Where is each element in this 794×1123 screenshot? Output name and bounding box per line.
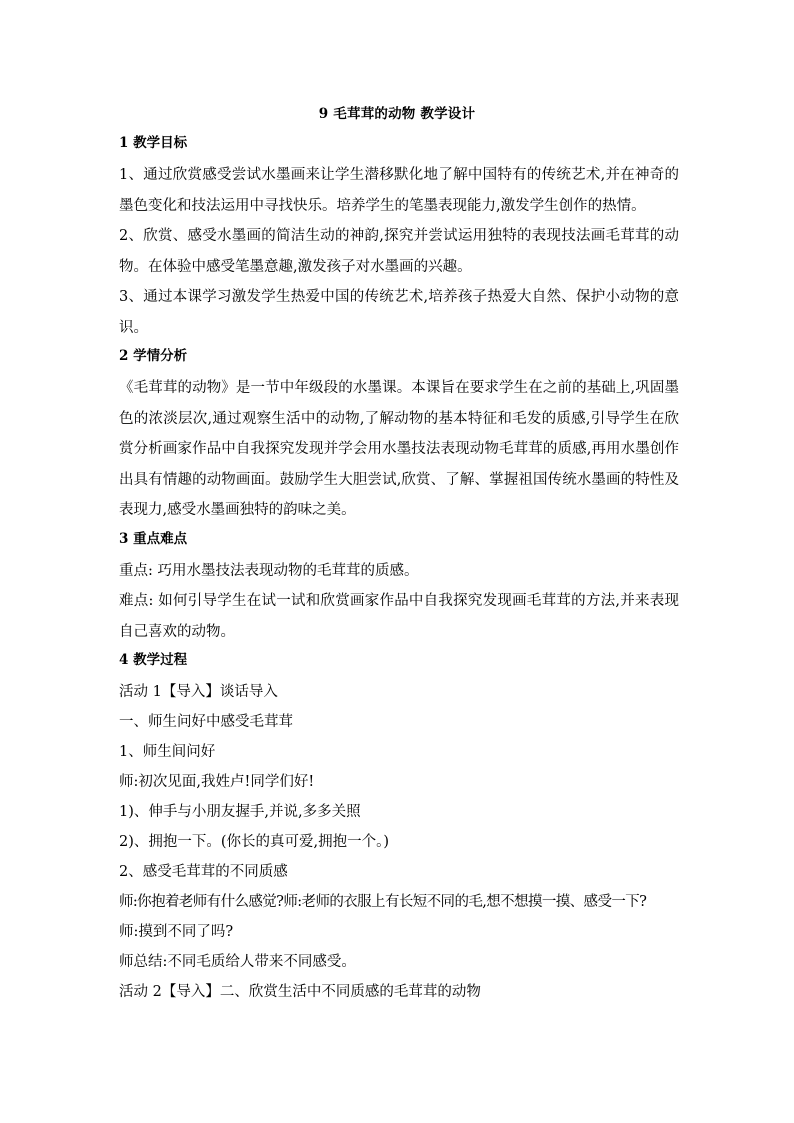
difficulty-text: 难点: 如何引导学生在试一试和欣赏画家作品中自我探究发现画毛茸茸的方法,并来表现自己喜欢的动物。 bbox=[119, 593, 679, 640]
process-line: 2)、拥抱一下。(你长的真可爱,拥抱一个。) bbox=[119, 834, 390, 850]
section-heading-teaching-process: 4 教学过程 bbox=[119, 652, 188, 668]
process-line: 2、感受毛茸茸的不同质感 bbox=[119, 864, 288, 880]
goal-item-3: 3、通过本课学习激发学生热爱中国的传统艺术,培养孩子热爱大自然、保护小动物的意识。 bbox=[119, 289, 679, 336]
process-line: 1)、伸手与小朋友握手,并说,多多关照 bbox=[119, 804, 361, 820]
process-line: 一、师生问好中感受毛茸茸 bbox=[119, 714, 293, 730]
learner-analysis-paragraph: 《毛茸茸的动物》是一节中年级段的水墨课。本课旨在要求学生在之前的基础上,巩固墨色的浓淡层次,通过观察生活中的动物,了解动物的基本特征和毛发的质感,引导学生在欣赏分析画家作品中自我探究发现并学会用水墨技法表现动物毛茸茸的质感,再用水墨创作出具有情趣的动物画面。鼓励学生大胆尝试,欣赏、了解、掌握祖国传统水墨画的特性及表现力,感受水墨画独特的韵味之美。 bbox=[119, 380, 679, 518]
process-line: 1、师生间问好 bbox=[119, 744, 216, 760]
process-line: 师:摸到不同了吗? bbox=[119, 924, 234, 940]
process-line: 师总结:不同毛质给人带来不同感受。 bbox=[119, 954, 356, 970]
section-heading-key-points: 3 重点难点 bbox=[119, 530, 188, 547]
document-body bbox=[119, 132, 679, 1007]
document-title: 9 毛茸茸的动物 教学设计 bbox=[318, 106, 476, 122]
process-line: 活动 1【导入】谈话导入 bbox=[119, 684, 278, 700]
goal-item-2: 2、欣赏、感受水墨画的简洁生动的神韵,探究并尝试运用独特的表现技法画毛茸茸的动物。在体验中感受笔墨意趣,激发孩子对水墨画的兴趣。 bbox=[119, 228, 679, 275]
process-line: 活动 2【导入】二、欣赏生活中不同质感的毛茸茸的动物 bbox=[119, 984, 481, 1000]
process-line: 师:初次见面,我姓卢!同学们好! bbox=[119, 774, 315, 790]
section-heading-teaching-goals: 1 教学目标 bbox=[119, 135, 188, 151]
process-line: 师:你抱着老师有什么感觉?师:老师的衣服上有长短不同的毛,想不想摸一摸、感受一下? bbox=[119, 894, 647, 910]
key-point-text: 重点: 巧用水墨技法表现动物的毛茸茸的质感。 bbox=[119, 562, 419, 579]
goal-item-1: 1、通过欣赏感受尝试水墨画来让学生潜移默化地了解中国特有的传统艺术,并在神奇的墨色变化和技法运用中寻找快乐。培养学生的笔墨表现能力,激发学生创作的热情。 bbox=[119, 167, 679, 214]
section-heading-learner-analysis: 2 学情分析 bbox=[119, 348, 188, 364]
